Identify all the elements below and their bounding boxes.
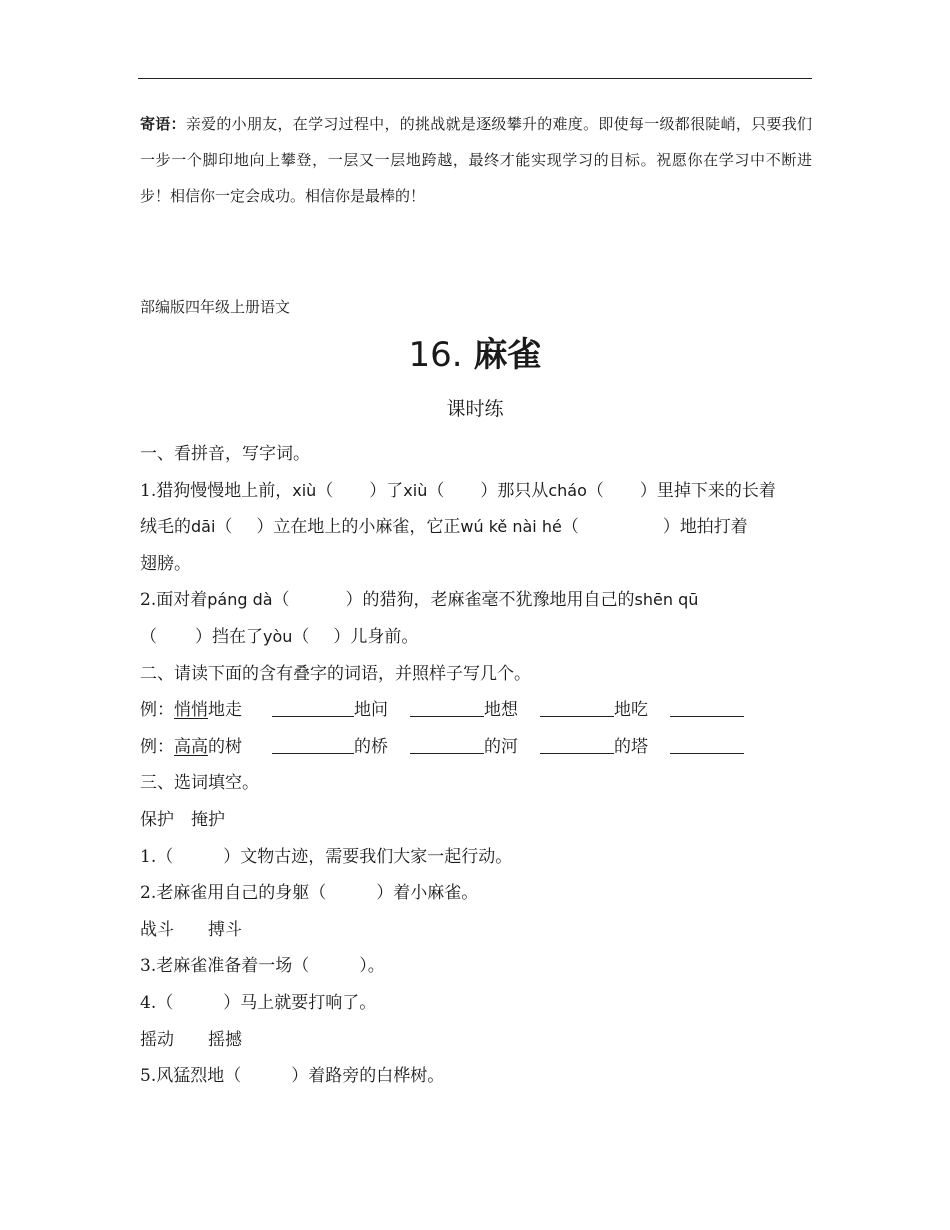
exercise-body [140,436,812,1095]
row1-item-2: 地想 [484,700,518,721]
section-1-q2-line2: （ ）挡在了yòu（ ）儿身前。 [140,626,419,647]
s3-q1-a: 1.（ [140,846,174,867]
lesson-number: 16. [408,335,463,375]
section-1-q2-line1: 2.面对着páng dà（ ）的猎狗，老麻雀毫不犹豫地用自己的shēn qū [140,590,699,611]
greeting-text: 亲爱的小朋友，在学习过程中，的挑战就是逐级攀升的难度。即使每一级都很陡峭，只要我们一步一个脚印地向上攀登，一层又一层地跨越，最终才能实现学习的目标。祝愿你在学习中不断进步！相信你一定会成功。相信你是最棒的！ [140,115,812,205]
write-blank[interactable] [670,733,744,754]
section-2-heading: 二、请读下面的含有叠字的词语，并照样子写几个。 [140,663,531,684]
row1-item-1: 地问 [354,700,388,721]
q1-pinyin-4: dāi [191,517,216,537]
section-1-q1-line1: 1.猎狗慢慢地上前，xiù（ ）了xiù（ ）那只从cháo（ ）里掉下来的长着 [140,480,776,501]
section-2-row-2 [140,729,812,766]
q1-pinyin-2: xiù [403,480,428,500]
q1-pinyin-3: cháo [548,480,587,500]
greeting-paragraph [140,106,812,214]
write-blank[interactable] [670,696,744,717]
write-blank[interactable] [540,733,614,754]
section-2-row-1 [140,692,812,729]
q2-pinyin-2: shēn qū [634,590,699,610]
section-1-heading: 一、看拼音，写字词。 [140,444,310,464]
q1-pinyin-5: wú kě nài hé [460,517,562,537]
q2-pinyin-3: yòu [263,626,293,646]
s3-q1-b: ）文物古迹，需要我们大家一起行动。 [223,846,513,867]
s3-q3-b: ）。 [359,956,385,977]
greeting-label: 寄语： [140,115,186,133]
q1-text-d: 里掉下来的长着 [656,480,776,501]
section-3-q5 [140,1058,812,1095]
word-pair-3: 摇动 摇撼 [140,1029,242,1050]
write-blank[interactable] [540,696,614,717]
lesson-title [0,330,950,380]
row2-example-underlined: 高高 [174,736,208,757]
word-pair-1: 保护 掩护 [140,809,225,830]
row2-item-2: 的河 [484,736,518,757]
row1-example-rest: 地走 [208,700,242,721]
write-blank[interactable] [272,696,354,717]
q1-text-g: 地拍打着 [679,517,748,538]
write-blank[interactable] [410,696,484,717]
q1-text-b: 了 [386,480,404,501]
row2-item-3: 的塔 [614,736,648,757]
section-3-q1 [140,839,812,876]
row2-prefix: 例： [140,736,174,757]
s3-q2-b: ）着小麻雀。 [376,883,479,904]
q2-text-b: 的猎狗，老麻雀毫不犹豫地用自己的 [362,590,635,611]
row1-item-3: 地吃 [614,700,648,721]
row1-prefix: 例： [140,700,174,721]
q1-text-c: 那只从 [497,480,549,501]
s3-q5-b: ）着路旁的白桦树。 [291,1066,445,1087]
word-pair-2: 战斗 搏斗 [140,919,242,940]
s3-q4-b: ）马上就要打响了。 [223,992,377,1013]
s3-q5-a: 5.风猛烈地（ [140,1066,242,1087]
lesson-subtitle: 课时练 [446,398,504,420]
q1-text-e: 绒毛的 [140,517,191,538]
row1-example-underlined: 悄悄 [174,700,208,721]
section-1-q1-line3: 翅膀。 [140,553,191,574]
row2-example-rest: 的树 [208,736,242,757]
section-3-q2 [140,875,812,912]
write-blank[interactable] [410,733,484,754]
row2-item-1: 的桥 [354,736,388,757]
s3-q3-a: 3.老麻雀准备着一场（ [140,956,310,977]
q1-text-f: 立在地上的小麻雀，它正 [273,517,461,538]
s3-q2-a: 2.老麻雀用自己的身躯（ [140,883,327,904]
write-blank[interactable] [272,733,354,754]
section-1-q1-line2: 绒毛的dāi（ ）立在地上的小麻雀，它正wú kě nài hé（ ）地拍打着 [140,517,748,538]
q1-pinyin-1: xiù [292,480,317,500]
q2-text-d: 儿身前。 [350,626,419,647]
s3-q4-a: 4.（ [140,992,174,1013]
section-3-q3 [140,948,812,985]
q2-text-c: 挡在了 [212,626,263,647]
section-3-q4 [140,985,812,1022]
q2-pinyin-1: páng dà [207,590,273,610]
lesson-name: 麻雀 [473,335,542,375]
q1-text-a: 1.猎狗慢慢地上前， [140,480,293,501]
section-3-heading: 三、选词填空。 [140,773,259,794]
header-rule [138,78,812,79]
subject-line: 部编版四年级上册语文 [140,298,291,316]
q2-text-a: 2.面对着 [140,590,208,611]
